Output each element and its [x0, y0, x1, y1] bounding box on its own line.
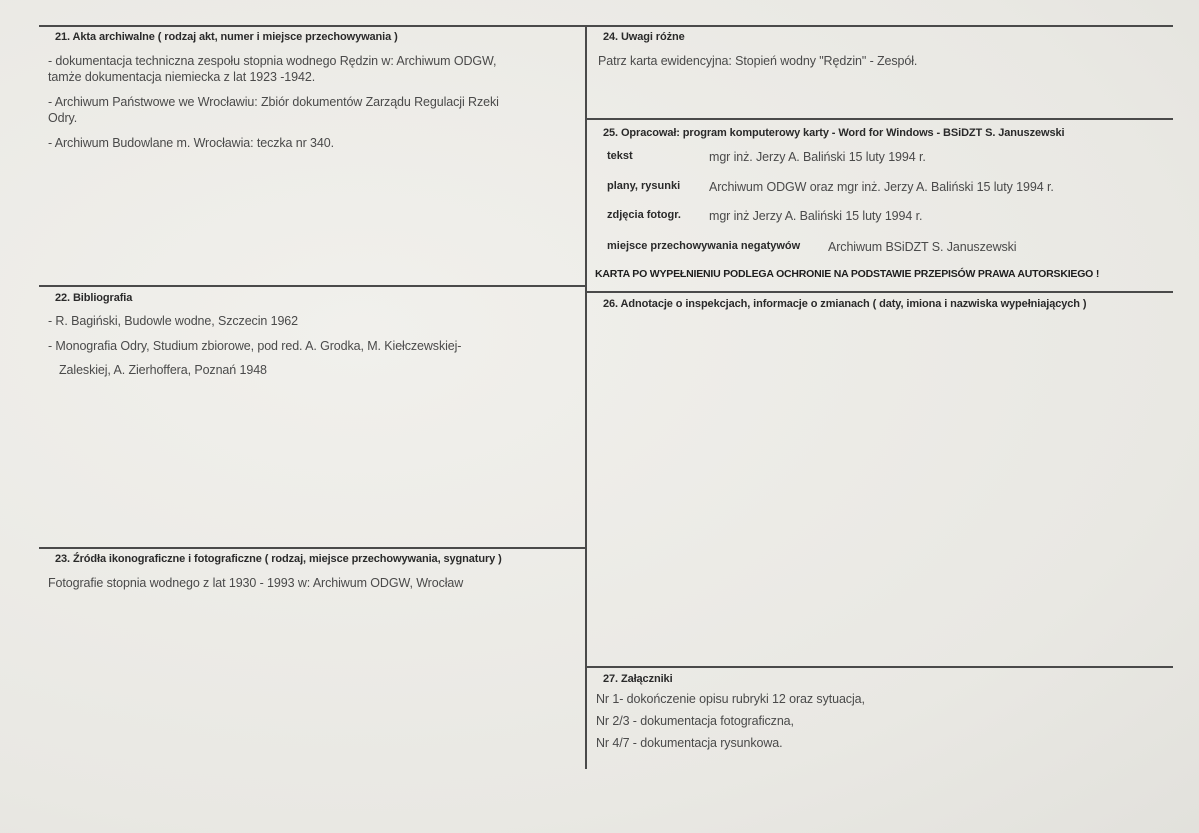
- rule-25: [586, 118, 1173, 120]
- center-divider: [585, 25, 587, 769]
- author-row-label: tekst: [607, 150, 633, 162]
- top-rule-left: [39, 25, 586, 27]
- rule-23: [39, 547, 586, 549]
- author-row-value: mgr inż Jerzy A. Baliński 15 luty 1994 r.: [709, 209, 923, 223]
- section-26-heading: 26. Adnotacje o inspekcjach, informacje o zmianach ( daty, imiona i nazwiska wypełniających ): [603, 298, 1087, 310]
- author-row-value: mgr inż. Jerzy A. Baliński 15 luty 1994 r.: [709, 150, 926, 164]
- section-21-heading: 21. Akta archiwalne ( rodzaj akt, numer i miejsce przechowywania ): [55, 31, 398, 43]
- section-23-heading: 23. Źródła ikonograficzne i fotograficzne ( rodzaj, miejsce przechowywania, sygnatury ): [55, 553, 502, 565]
- section-25-heading: 25. Opracował: program komputerowy karty - Word for Windows - BSiDZT S. Januszewski: [603, 127, 1065, 139]
- author-row-label: miejsce przechowywania negatywów: [607, 240, 801, 252]
- section-22-line: - R. Bagiński, Budowle wodne, Szczecin 1962: [48, 314, 299, 328]
- section-21-line: tamże dokumentacja niemiecka z lat 1923 -1942.: [48, 70, 316, 84]
- author-row-label: plany, rysunki: [607, 180, 681, 192]
- section-27-heading: 27. Załączniki: [603, 673, 673, 685]
- section-22-heading: 22. Bibliografia: [55, 292, 133, 304]
- section-21-line: - Archiwum Państwowe we Wrocławiu: Zbiór dokumentów Zarządu Regulacji Rzeki: [48, 95, 499, 109]
- section-27-line: Nr 2/3 - dokumentacja fotograficzna,: [596, 714, 794, 728]
- section-27-line: Nr 1- dokończenie opisu rubryki 12 oraz sytuacja,: [596, 692, 865, 706]
- section-24-heading: 24. Uwagi różne: [603, 31, 685, 43]
- section-22-line: Zaleskiej, A. Zierhoffera, Poznań 1948: [59, 363, 267, 377]
- section-21-line: - dokumentacja techniczna zespołu stopnia wodnego Rędzin w: Archiwum ODGW,: [48, 54, 497, 68]
- author-row-label: zdjęcia fotogr.: [607, 209, 681, 221]
- author-row-value: Archiwum BSiDZT S. Januszewski: [828, 240, 1017, 254]
- section-27-line: Nr 4/7 - dokumentacja rysunkowa.: [596, 736, 783, 750]
- section-22-line: - Monografia Odry, Studium zbiorowe, pod red. A. Grodka, M. Kiełczewskiej-: [48, 339, 462, 353]
- rule-26: [586, 291, 1173, 293]
- author-row-value: Archiwum ODGW oraz mgr inż. Jerzy A. Baliński 15 luty 1994 r.: [709, 180, 1054, 194]
- rule-27: [586, 666, 1173, 668]
- copyright-warning: KARTA PO WYPEŁNIENIU PODLEGA OCHRONIE NA PODSTAWIE PRZEPISÓW PRAWA AUTORSKIEGO !: [595, 268, 1100, 280]
- section-21-line: Odry.: [48, 111, 78, 125]
- section-23-line: Fotografie stopnia wodnego z lat 1930 - 1993 w: Archiwum ODGW, Wrocław: [48, 576, 464, 590]
- section-21-line: - Archiwum Budowlane m. Wrocławia: teczka nr 340.: [48, 136, 334, 150]
- rule-22: [39, 285, 586, 287]
- section-24-line: Patrz karta ewidencyjna: Stopień wodny "Rędzin" - Zespół.: [598, 54, 918, 68]
- top-rule-right: [586, 25, 1173, 27]
